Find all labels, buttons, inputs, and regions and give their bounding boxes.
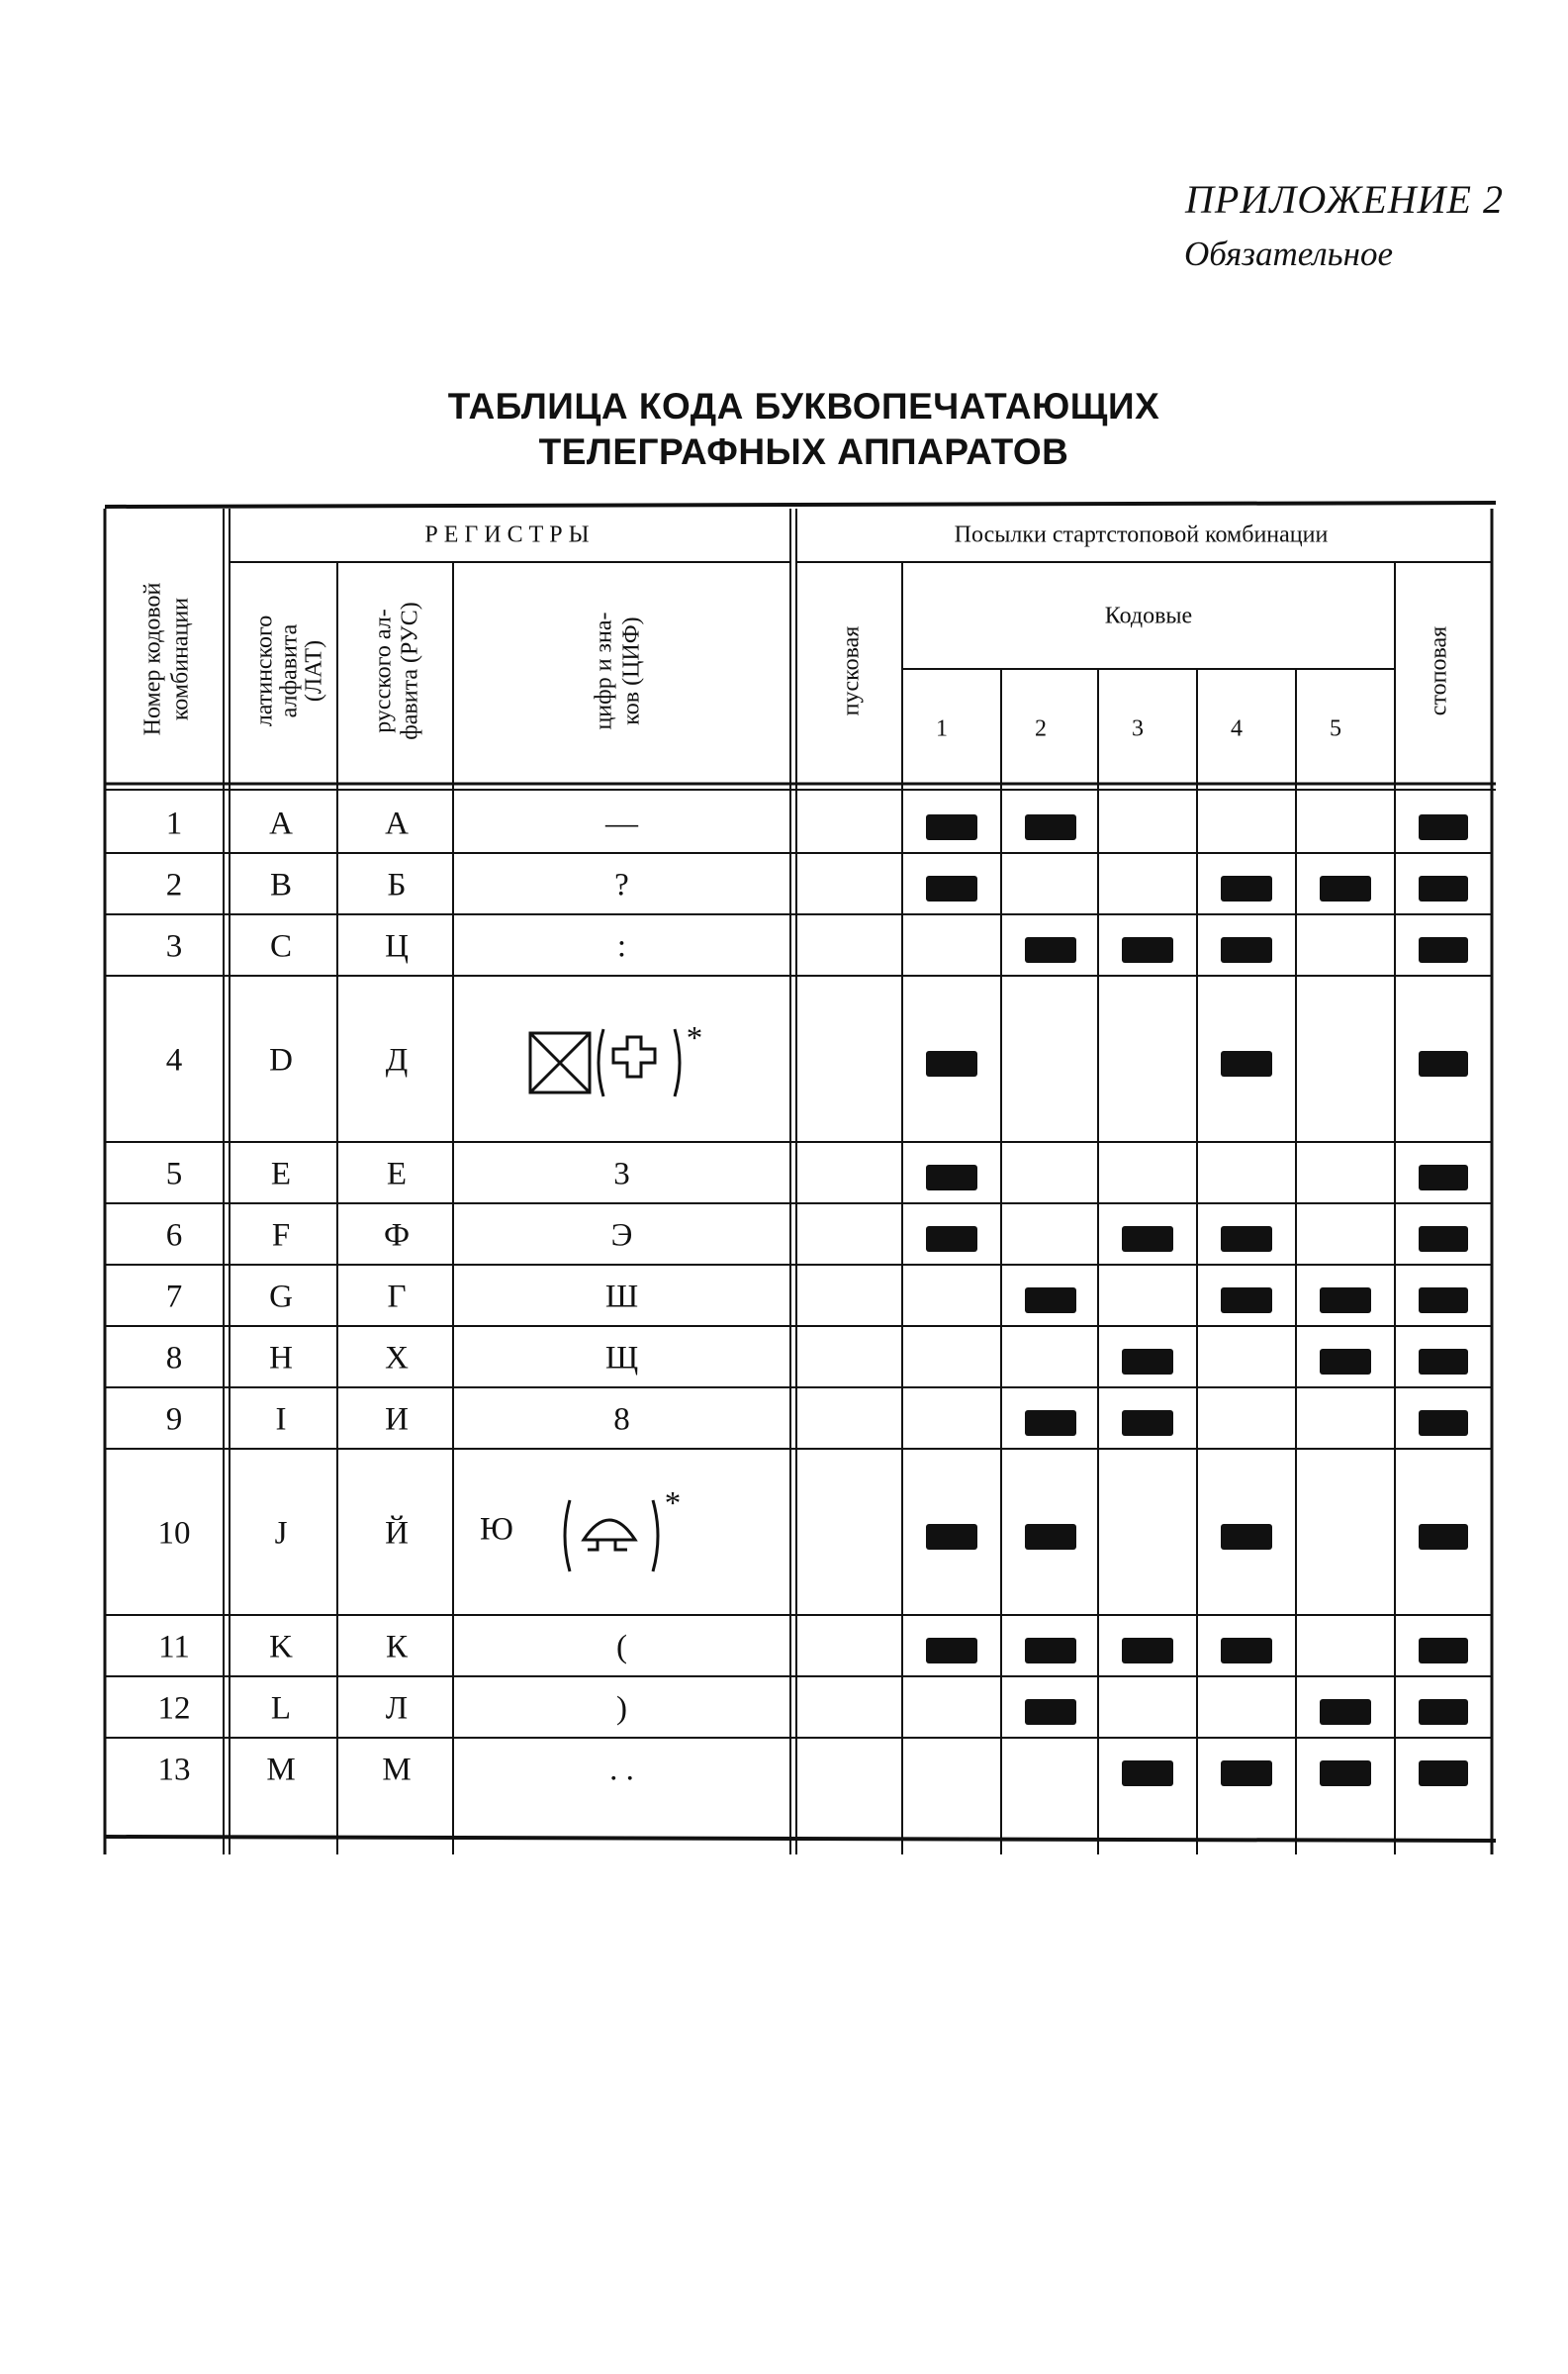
row-rus: Ц — [385, 928, 409, 965]
row-lat: L — [270, 1690, 292, 1727]
status-label: Обязательное — [1184, 235, 1393, 273]
pulse-mark-1 — [926, 1051, 977, 1077]
header-lat-line3: (ЛАТ) — [301, 639, 327, 703]
row-cif: : — [616, 928, 627, 965]
row-num: 2 — [165, 867, 183, 903]
stop-mark — [1419, 1051, 1468, 1077]
row-num: 5 — [165, 1156, 183, 1192]
row-num: 12 — [157, 1690, 191, 1727]
row-cif: ( — [616, 1629, 627, 1665]
header-registers: Р Е Г И С Т Р Ы — [424, 522, 590, 548]
row-lat: D — [269, 1042, 293, 1079]
pulse-mark-3 — [1122, 1349, 1173, 1375]
table-title-line2: ТЕЛЕГРАФНЫХ АППАРАТОВ — [538, 431, 1069, 472]
header-lat-line1: латинского — [251, 615, 278, 727]
header-code-1: 1 — [936, 715, 948, 742]
pulse-mark-2 — [1025, 1699, 1076, 1725]
stop-mark — [1419, 1165, 1468, 1190]
table-bottom-border — [105, 1837, 1496, 1841]
row-cif: Э — [610, 1217, 633, 1254]
pulse-mark-5 — [1320, 1287, 1371, 1313]
pulse-mark-1 — [926, 1638, 977, 1663]
table-title-line1: ТАБЛИЦА КОДА БУКВОПЕЧАТАЮЩИХ — [447, 386, 1160, 427]
row-lat: E — [270, 1156, 292, 1192]
row-cif: Ш — [604, 1279, 639, 1315]
pulse-mark-2 — [1025, 814, 1076, 840]
code-table-svg — [103, 501, 1500, 1866]
row-cif: Ю — [480, 1511, 513, 1548]
pulse-mark-4 — [1221, 1051, 1272, 1077]
header-pulses: Посылки стартстоповой комбинации — [954, 522, 1329, 548]
row-rus: И — [385, 1401, 409, 1438]
row-rus: М — [382, 1752, 412, 1788]
pulse-mark-3 — [1122, 937, 1173, 963]
stop-mark — [1419, 937, 1468, 963]
row-lat: K — [269, 1629, 293, 1665]
row-num: 6 — [165, 1217, 183, 1254]
header-num-line1: Номер кодовой — [139, 582, 166, 736]
header-start: пусковая — [838, 625, 865, 716]
header-code-2: 2 — [1035, 715, 1047, 742]
row-rus: К — [385, 1629, 409, 1665]
header-lat-line2: алфавита — [276, 623, 303, 718]
header-code-3: 3 — [1132, 715, 1144, 742]
row-cif: 8 — [613, 1401, 630, 1438]
row-cif: 3 — [613, 1156, 630, 1192]
row-lat: A — [269, 806, 293, 842]
code-table — [103, 501, 1500, 1866]
row-lat: I — [275, 1401, 287, 1438]
row-num: 9 — [165, 1401, 183, 1438]
pulse-mark-2 — [1025, 1524, 1076, 1550]
header-code-4: 4 — [1231, 715, 1243, 742]
bell-cross-symbol — [530, 1029, 680, 1096]
pulse-mark-1 — [926, 814, 977, 840]
row-num: 4 — [165, 1042, 183, 1079]
row-rus: Ф — [383, 1217, 411, 1254]
pulse-mark-4 — [1221, 1287, 1272, 1313]
header-rus-line2: фавита (РУС) — [397, 602, 423, 740]
stop-mark — [1419, 1524, 1468, 1550]
pulse-mark-3 — [1122, 1226, 1173, 1252]
stop-mark — [1419, 1638, 1468, 1663]
row-lat: B — [269, 867, 293, 903]
row-rus: Г — [387, 1279, 407, 1315]
pulse-mark-2 — [1025, 1287, 1076, 1313]
stop-mark — [1419, 1699, 1468, 1725]
bell-symbol — [565, 1500, 658, 1571]
pulse-mark-3 — [1122, 1410, 1173, 1436]
header-code-5: 5 — [1330, 715, 1341, 742]
pulse-mark-5 — [1320, 876, 1371, 902]
row-lat: J — [274, 1515, 288, 1552]
row-rus: Б — [387, 867, 407, 903]
row-rus: Л — [385, 1690, 409, 1727]
header-code: Кодовые — [1104, 603, 1193, 629]
row-rus: Х — [385, 1340, 409, 1377]
table-top-border — [105, 503, 1496, 507]
stop-mark — [1419, 1760, 1468, 1786]
header-stop: стоповая — [1426, 625, 1452, 716]
header-num-line2: комбинации — [167, 597, 194, 721]
row-lat: H — [269, 1340, 293, 1377]
pulse-mark-3 — [1122, 1638, 1173, 1663]
row-cif: ) — [616, 1690, 627, 1727]
row-lat: C — [269, 928, 293, 965]
pulse-mark-4 — [1221, 1524, 1272, 1550]
pulse-mark-4 — [1221, 1638, 1272, 1663]
pulse-mark-1 — [926, 876, 977, 902]
row-cif: . . — [609, 1752, 634, 1788]
pulse-mark-4 — [1221, 937, 1272, 963]
stop-mark — [1419, 1349, 1468, 1375]
row-num: 3 — [165, 928, 183, 965]
pulse-mark-1 — [926, 1165, 977, 1190]
stop-mark — [1419, 814, 1468, 840]
footnote-asterisk: * — [664, 1485, 682, 1522]
pulse-mark-1 — [926, 1524, 977, 1550]
row-rus: Е — [386, 1156, 408, 1192]
pulse-mark-2 — [1025, 1410, 1076, 1436]
row-num: 13 — [157, 1752, 191, 1788]
header-cif-line2: ков (ЦИФ) — [618, 617, 645, 725]
stop-mark — [1419, 1226, 1468, 1252]
row-num: 10 — [157, 1515, 191, 1552]
row-rus: Д — [385, 1042, 409, 1079]
stop-mark — [1419, 1410, 1468, 1436]
pulse-mark-5 — [1320, 1699, 1371, 1725]
table-title — [0, 384, 1568, 475]
row-cif: — — [605, 806, 638, 842]
row-lat: F — [271, 1217, 291, 1254]
footnote-asterisk: * — [686, 1020, 703, 1057]
pulse-mark-4 — [1221, 876, 1272, 902]
stop-mark — [1419, 876, 1468, 902]
row-rus: Й — [385, 1515, 409, 1552]
appendix-label: ПРИЛОЖЕНИЕ 2 — [1185, 177, 1504, 222]
row-lat: G — [269, 1279, 293, 1315]
pulse-mark-4 — [1221, 1226, 1272, 1252]
row-cif: ? — [614, 867, 629, 903]
row-rus: А — [385, 806, 409, 842]
row-num: 1 — [165, 806, 183, 842]
pulse-mark-2 — [1025, 1638, 1076, 1663]
stop-mark — [1419, 1287, 1468, 1313]
header-rus-line1: русского ал- — [370, 609, 397, 733]
pulse-mark-2 — [1025, 937, 1076, 963]
pulse-mark-5 — [1320, 1760, 1371, 1786]
pulse-mark-4 — [1221, 1760, 1272, 1786]
row-num: 7 — [165, 1279, 183, 1315]
row-num: 11 — [158, 1629, 190, 1665]
header-cif-line1: цифр и зна- — [591, 612, 617, 730]
pulse-mark-5 — [1320, 1349, 1371, 1375]
pulse-mark-3 — [1122, 1760, 1173, 1786]
row-lat: M — [266, 1752, 296, 1788]
pulse-mark-1 — [926, 1226, 977, 1252]
row-cif: Щ — [604, 1340, 639, 1377]
row-num: 8 — [165, 1340, 183, 1377]
